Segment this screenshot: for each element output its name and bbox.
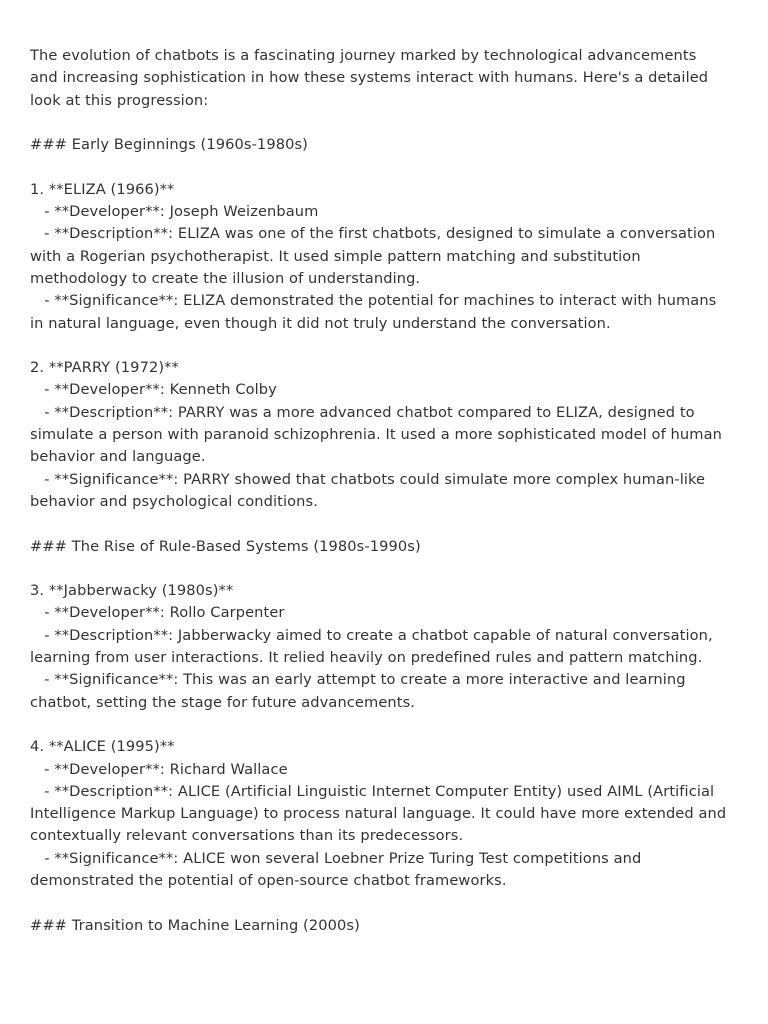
spacer [30,558,742,580]
spacer [30,892,742,914]
section-heading-rule-based: ### The Rise of Rule-Based Systems (1980s-1990s) [30,537,421,555]
item-eliza-developer: - **Developer**: Joseph Weizenbaum [30,203,319,221]
item-alice-significance-2: demonstrated the potential of open-source chatbot frameworks. [30,871,507,889]
item-jabberwacky-title: 3. **Jabberwacky (1980s)** [30,582,234,600]
item-parry-description-2: simulate a person with paranoid schizophrenia. It used a more sophisticated model of human [30,426,722,444]
intro-line-1: The evolution of chatbots is a fascinating journey marked by technological advancements [30,47,697,64]
item-alice-developer: - **Developer**: Richard Wallace [30,760,288,778]
item-jabberwacky-significance-1: - **Significance**: This was an early attempt to create a more interactive and learning [30,671,686,689]
item-parry-description-1: - **Description**: PARRY was a more advanced chatbot compared to ELIZA, designed to [30,403,695,421]
item-parry-title: 2. **PARRY (1972)** [30,359,179,377]
item-parry-significance-2: behavior and psychological conditions. [30,492,318,510]
spacer [30,714,742,736]
item-alice-description-3: contextually relevant conversations than its predecessors. [30,827,464,845]
item-parry-significance-1: - **Significance**: PARRY showed that chatbots could simulate more complex human-like [30,470,706,488]
item-parry-description-3: behavior and language. [30,448,206,466]
spacer [30,513,742,535]
section-heading-early-beginnings: ### Early Beginnings (1960s-1980s) [30,136,308,154]
spacer [30,112,742,134]
item-alice-description-2: Intelligence Markup Language) to process natural language. It could have more extended and [30,805,727,823]
item-eliza-description-2: with a Rogerian psychotherapist. It used simple pattern matching and substitution [30,247,641,265]
item-alice-significance-1: - **Significance**: ALICE won several Loebner Prize Turing Test competitions and [30,849,642,867]
item-jabberwacky-description-2: learning from user interactions. It relied heavily on predefined rules and pattern matching. [30,649,703,667]
section-heading-machine-learning: ### Transition to Machine Learning (2000s) [30,916,360,934]
item-jabberwacky-description-1: - **Description**: Jabberwacky aimed to create a chatbot capable of natural conversation, [30,626,713,644]
document-body [30,45,742,937]
item-jabberwacky-significance-2: chatbot, setting the stage for future advancements. [30,693,416,711]
intro-line-2: and increasing sophistication in how these systems interact with humans. Here's a detailed [30,69,709,87]
item-parry-developer: - **Developer**: Kenneth Colby [30,381,277,399]
spacer [30,335,742,357]
item-eliza-significance-2: in natural language, even though it did not truly understand the conversation. [30,314,611,332]
item-eliza-description-1: - **Description**: ELIZA was one of the first chatbots, designed to simulate a conversation [30,225,716,243]
spacer [30,156,742,178]
intro-line-3: look at this progression: [30,91,209,109]
item-eliza-significance-1: - **Significance**: ELIZA demonstrated the potential for machines to interact with humans [30,292,717,310]
item-eliza-description-3: methodology to create the illusion of understanding. [30,269,421,287]
item-jabberwacky-developer: - **Developer**: Rollo Carpenter [30,604,285,622]
item-alice-title: 4. **ALICE (1995)** [30,738,175,756]
item-alice-description-1: - **Description**: ALICE (Artificial Linguistic Internet Computer Entity) used AIML (Artificial [30,782,715,800]
item-eliza-title: 1. **ELIZA (1966)** [30,180,175,198]
